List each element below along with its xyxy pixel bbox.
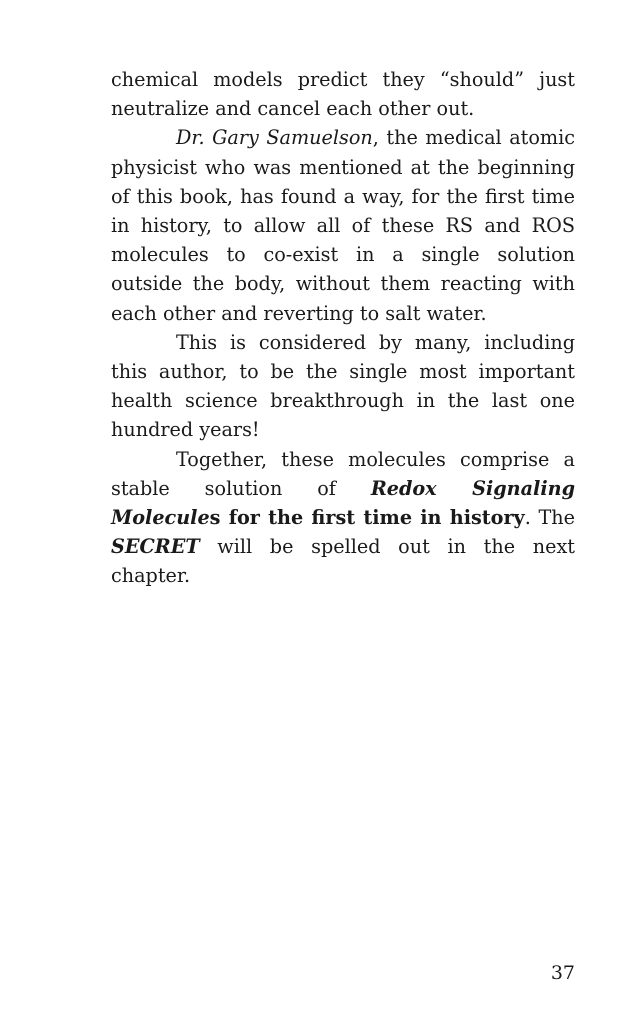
paragraph-1-text: chemical models predict they “should” just neutralize and cancel each other out. <box>111 68 575 121</box>
secret-word: SECRET <box>111 535 200 559</box>
first-time-phrase: for the first time in history <box>220 506 525 530</box>
paragraph-4-middle: . The <box>524 506 575 530</box>
paragraph-4 <box>111 445 575 591</box>
redox-term-suffix: s <box>209 506 221 530</box>
paragraph-2-text: , the medical atomic physicist who was mentioned at the beginning of this book, has found a way, for the first time in history, to allow all of these RS and ROS molecules to co-exist in a single solution outside the body, without them reacting with each other and reverting to salt water. <box>111 126 575 325</box>
paragraph-1 <box>111 65 575 123</box>
paragraph-3-text: This is considered by many, including this author, to be the single most important health science breakthrough in the last one hundred years! <box>111 330 575 442</box>
paragraph-4-intro: Together, these molecules comprise a stable solution of <box>111 447 575 500</box>
paragraph-4-end: will be spelled out in the next chapter. <box>111 535 575 588</box>
author-name: Dr. Gary Samuelson <box>176 126 373 150</box>
redox-term: Redox Signaling Molecule <box>111 476 575 530</box>
body-text <box>111 65 575 591</box>
paragraph-2 <box>111 123 575 327</box>
page-number: 37 <box>550 962 575 984</box>
paragraph-3 <box>111 328 575 445</box>
